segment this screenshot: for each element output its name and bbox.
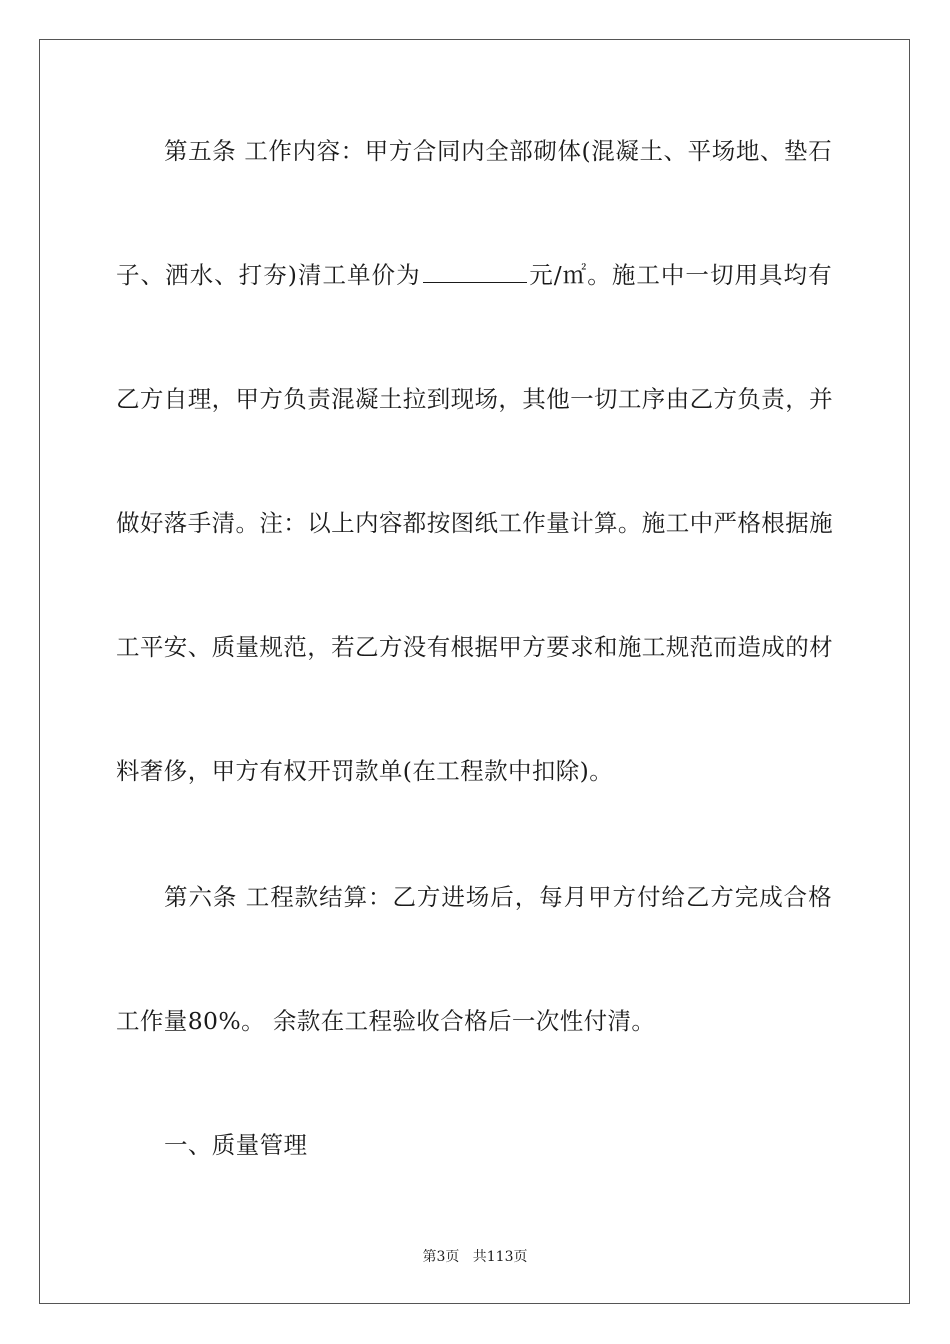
article-6-line-2: 工作量80%。 余款在工程验收合格后一次性付清。 xyxy=(116,1007,656,1035)
article-5-line-6: 料奢侈，甲方有权开罚款单(在工程款中扣除)。 xyxy=(116,757,614,785)
unit-price-blank xyxy=(423,262,527,283)
article-5-line-4: 做好落手清。注：以上内容都按图纸工作量计算。施工中严格根据施 xyxy=(116,509,833,537)
total-pages: 共113页 xyxy=(472,1249,528,1265)
article-5-line-3: 乙方自理，甲方负责混凝土拉到现场，其他一切工序由乙方负责，并 xyxy=(116,385,833,413)
article-5-line-5: 工平安、质量规范，若乙方没有根据甲方要求和施工规范而造成的材 xyxy=(116,633,833,661)
article-5-line-2 xyxy=(116,260,832,290)
page-border xyxy=(39,39,910,1304)
page-footer xyxy=(0,1248,950,1266)
article-6-line-1: 第六条 工程款结算：乙方进场后，每月甲方付给乙方完成合格 xyxy=(164,883,832,911)
article-5-line-2-end: 元/㎡。施工中一切用具均有 xyxy=(528,261,832,289)
section-heading-quality: 一、质量管理 xyxy=(164,1131,308,1159)
article-5-line-2-start: 子、洒水、打夯)清工单价为 xyxy=(116,261,421,289)
article-5-line-1: 第五条 工作内容：甲方合同内全部砌体(混凝土、平场地、垫石 xyxy=(164,137,832,165)
page-number: 第3页 xyxy=(422,1249,460,1265)
